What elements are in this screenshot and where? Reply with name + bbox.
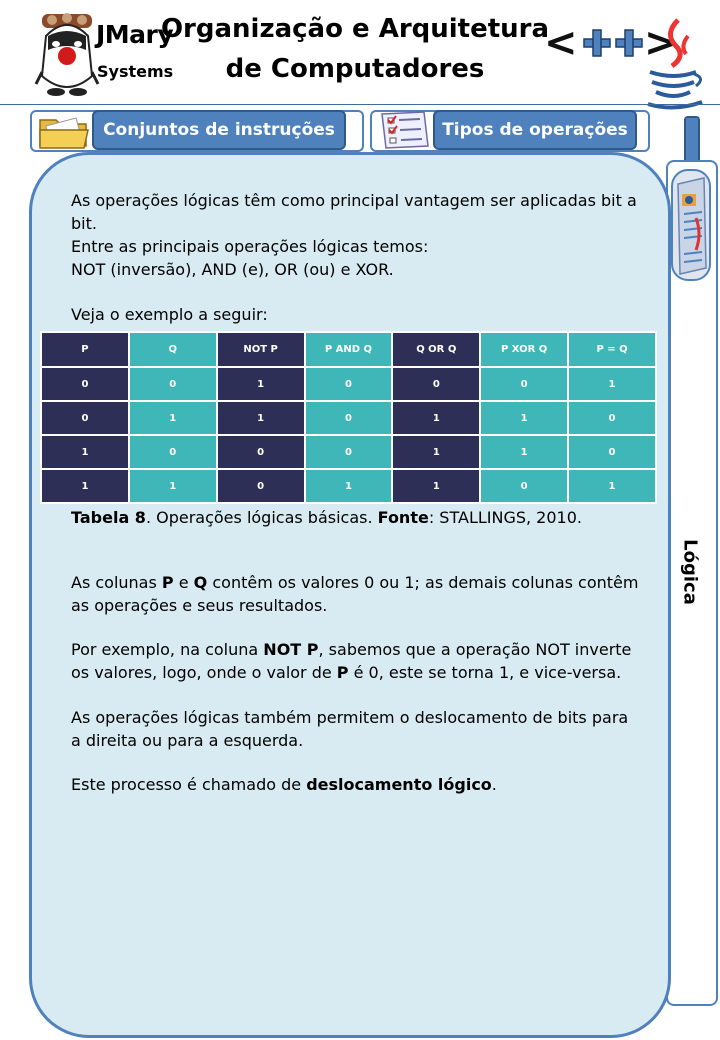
table-cell: 1 bbox=[480, 401, 568, 435]
checklist-icon bbox=[374, 110, 432, 150]
text-bold: Q bbox=[193, 573, 208, 592]
table-row bbox=[41, 367, 656, 401]
truth-table bbox=[40, 331, 657, 504]
text-bold: P bbox=[161, 573, 174, 592]
table-cell: 0 bbox=[217, 435, 305, 469]
table-header-cell: P AND Q bbox=[305, 332, 393, 367]
jmary-mascot-logo bbox=[34, 6, 100, 98]
table-cell: 0 bbox=[568, 435, 656, 469]
table-cell: 1 bbox=[129, 469, 217, 503]
table-header-cell: P XOR Q bbox=[480, 332, 568, 367]
text-span: é 0, este se torna 1, e vice-versa. bbox=[348, 663, 622, 682]
paragraph-not-example bbox=[71, 638, 641, 684]
table-row bbox=[41, 435, 656, 469]
brand-name: JMary bbox=[96, 20, 174, 49]
java-cup-icon bbox=[642, 16, 706, 112]
text-span: As colunas bbox=[71, 573, 162, 592]
table-cell: 0 bbox=[305, 401, 393, 435]
table-cell: 0 bbox=[480, 367, 568, 401]
caption-label: Tabela 8 bbox=[71, 508, 146, 527]
table-cell: 1 bbox=[392, 435, 480, 469]
caption-source: : STALLINGS, 2010. bbox=[428, 508, 582, 527]
text-bold: deslocamento lógico bbox=[306, 775, 492, 794]
header-divider bbox=[0, 104, 720, 105]
table-cell: 1 bbox=[568, 367, 656, 401]
paragraph-operations bbox=[71, 235, 641, 281]
table-row bbox=[41, 469, 656, 503]
table-cell: 1 bbox=[392, 469, 480, 503]
table-cell: 1 bbox=[41, 469, 129, 503]
table-cell: 1 bbox=[217, 401, 305, 435]
table-cell: 0 bbox=[129, 367, 217, 401]
paragraph-logical-shift bbox=[71, 773, 641, 796]
table-header-cell: Q OR Q bbox=[392, 332, 480, 367]
text-span: . bbox=[491, 775, 497, 794]
table-header-cell: P bbox=[41, 332, 129, 367]
text-span: , sabemos que a operação NOT inverte os valores, logo, onde o valor de bbox=[71, 640, 632, 682]
text-span: Este processo é chamado de bbox=[71, 775, 307, 794]
newspaper-icon bbox=[668, 164, 714, 290]
caption-text: . Operações lógicas básicas. bbox=[145, 508, 378, 527]
table-header-cell: Q bbox=[129, 332, 217, 367]
table-cell: 0 bbox=[217, 469, 305, 503]
page-title-line-1: Organização e Arquitetura bbox=[160, 14, 550, 44]
paragraph-intro: As operações lógicas têm como principal vantagem ser aplicadas bit a bit. bbox=[71, 191, 637, 233]
table-cell: 1 bbox=[217, 367, 305, 401]
table-caption bbox=[71, 506, 641, 529]
table-header-row bbox=[41, 332, 656, 367]
tab-tipos-de-operacoes[interactable]: Tipos de operações bbox=[433, 110, 637, 150]
table-cell: 0 bbox=[392, 367, 480, 401]
table-cell: 0 bbox=[305, 435, 393, 469]
table-cell: 0 bbox=[568, 401, 656, 435]
svg-text:<: < bbox=[544, 20, 578, 66]
paragraph-operations-line-2: NOT (inversão), AND (e), OR (ou) e XOR. bbox=[71, 260, 394, 279]
svg-text:>: > bbox=[644, 20, 678, 66]
paragraph-shift: As operações lógicas também permitem o deslocamento de bits para a direita ou para a esquerda. bbox=[71, 708, 629, 750]
table-cell: 1 bbox=[41, 435, 129, 469]
page-title-line-2: de Computadores bbox=[225, 54, 485, 84]
table-cell: 1 bbox=[392, 401, 480, 435]
caption-source-label: Fonte bbox=[377, 508, 429, 527]
table-cell: 0 bbox=[305, 367, 393, 401]
table-cell: 0 bbox=[41, 401, 129, 435]
text-bold: NOT P bbox=[263, 640, 319, 659]
paragraph-operations-line-1: Entre as principais operações lógicas temos: bbox=[71, 237, 429, 256]
brand-subtitle: Systems bbox=[97, 62, 174, 81]
table-cell: 1 bbox=[568, 469, 656, 503]
table-cell: 1 bbox=[129, 401, 217, 435]
table-row bbox=[41, 401, 656, 435]
paragraph-columns bbox=[71, 571, 641, 617]
table-header-cell: P = Q bbox=[568, 332, 656, 367]
table-cell: 0 bbox=[129, 435, 217, 469]
text-bold: P bbox=[336, 663, 349, 682]
table-cell: 1 bbox=[480, 435, 568, 469]
section-label: Lógica bbox=[679, 539, 701, 605]
text-span: Por exemplo, na coluna bbox=[71, 640, 264, 659]
text-span: contêm os valores 0 ou 1; as demais colunas contêm as operações e seus resultados. bbox=[71, 573, 639, 615]
table-cell: 0 bbox=[480, 469, 568, 503]
text-span: e bbox=[173, 573, 194, 592]
tab-conjuntos-de-instrucoes[interactable]: Conjuntos de instruções bbox=[92, 110, 346, 150]
table-cell: 1 bbox=[305, 469, 393, 503]
paragraph-example: Veja o exemplo a seguir: bbox=[71, 305, 268, 324]
folder-icon bbox=[36, 112, 92, 150]
table-cell: 0 bbox=[41, 367, 129, 401]
table-header-cell: NOT P bbox=[217, 332, 305, 367]
